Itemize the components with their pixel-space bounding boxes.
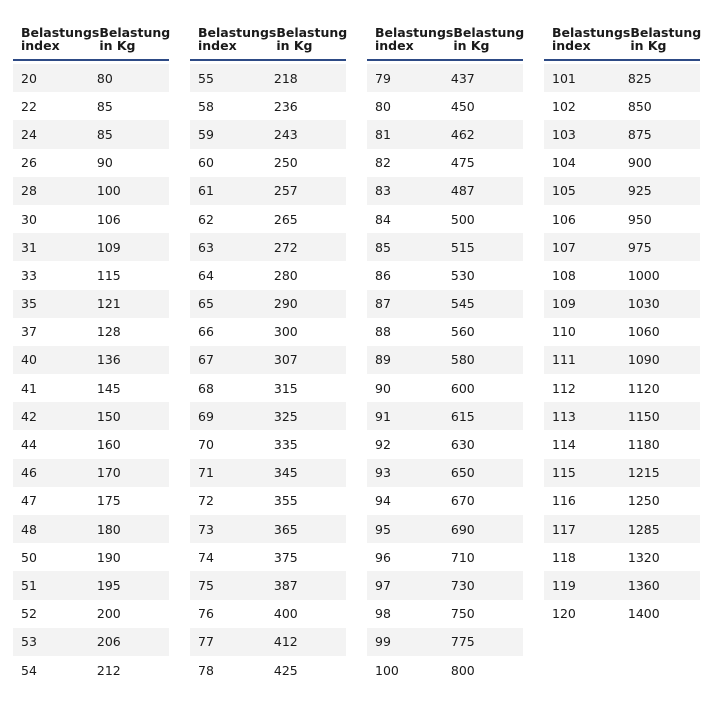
- load-index-cell: 20: [21, 70, 37, 86]
- table-row: [544, 233, 700, 261]
- load-index-cell: 109: [552, 296, 576, 312]
- load-kg-cell: 218: [273, 70, 298, 86]
- table-row: [13, 318, 169, 346]
- table-body: [544, 64, 700, 628]
- table-row: [13, 402, 169, 430]
- load-kg-cell: 1250: [627, 493, 660, 509]
- load-kg-cell: 1320: [627, 549, 660, 565]
- load-kg-cell: 85: [96, 126, 113, 142]
- load-kg-cell: 1400: [627, 606, 660, 622]
- table-row: [190, 656, 346, 684]
- load-index-cell: 79: [375, 70, 391, 86]
- load-kg-cell: 195: [96, 577, 121, 593]
- load-kg-cell: 545: [450, 296, 475, 312]
- load-kg-cell: 90: [96, 155, 113, 171]
- table-row: [13, 120, 169, 148]
- load-kg-cell: 85: [96, 98, 113, 114]
- load-index-cell: 107: [552, 239, 576, 255]
- table-row: [544, 92, 700, 120]
- load-kg-cell: 335: [273, 437, 298, 453]
- load-index-cell: 110: [552, 324, 576, 340]
- table-row: [13, 205, 169, 233]
- load-index-cell: 55: [198, 70, 214, 86]
- load-kg-cell: 710: [450, 549, 475, 565]
- load-index-cell: 85: [375, 239, 391, 255]
- load-kg-cell: 690: [450, 521, 475, 537]
- load-index-cell: 73: [198, 521, 214, 537]
- load-index-cell: 67: [198, 352, 214, 368]
- table-row: [544, 261, 700, 289]
- table-row: [544, 290, 700, 318]
- load-kg-cell: 128: [96, 324, 121, 340]
- header-load-kg: Belastung in Kg: [99, 25, 171, 53]
- load-index-cell: 37: [21, 324, 37, 340]
- table-row: [190, 600, 346, 628]
- load-index-cell: 69: [198, 408, 214, 424]
- load-kg-cell: 925: [627, 183, 652, 199]
- load-kg-cell: 355: [273, 493, 298, 509]
- load-index-cell: 82: [375, 155, 391, 171]
- load-kg-cell: 307: [273, 352, 298, 368]
- table-row: [190, 543, 346, 571]
- load-index-cell: 113: [552, 408, 576, 424]
- load-index-cell: 105: [552, 183, 576, 199]
- table-row: [190, 149, 346, 177]
- load-index-cell: 117: [552, 521, 576, 537]
- load-index-cell: 114: [552, 437, 576, 453]
- table-row: [367, 205, 523, 233]
- load-kg-cell: 530: [450, 267, 475, 283]
- table-row: [544, 600, 700, 628]
- load-index-cell: 76: [198, 606, 214, 622]
- load-kg-cell: 236: [273, 98, 298, 114]
- load-kg-cell: 206: [96, 634, 121, 650]
- load-index-cell: 48: [21, 521, 37, 537]
- table-row: [190, 92, 346, 120]
- load-kg-cell: 650: [450, 465, 475, 481]
- table-row: [13, 600, 169, 628]
- load-index-cell: 83: [375, 183, 391, 199]
- header-load-index: Belastungs index: [552, 25, 631, 53]
- load-index-cell: 119: [552, 577, 576, 593]
- load-index-cell: 70: [198, 437, 214, 453]
- table-row: [367, 233, 523, 261]
- table-row: [544, 64, 700, 92]
- table-row: [367, 318, 523, 346]
- load-index-cell: 112: [552, 380, 576, 396]
- load-kg-cell: 212: [96, 662, 121, 678]
- load-kg-cell: 730: [450, 577, 475, 593]
- load-index-table-4: [544, 22, 700, 628]
- load-kg-cell: 290: [273, 296, 298, 312]
- load-index-cell: 58: [198, 98, 214, 114]
- load-index-cell: 101: [552, 70, 576, 86]
- table-row: [190, 177, 346, 205]
- load-kg-cell: 365: [273, 521, 298, 537]
- load-index-cell: 102: [552, 98, 576, 114]
- table-body: [13, 64, 169, 684]
- load-kg-cell: 315: [273, 380, 298, 396]
- load-kg-cell: 825: [627, 70, 652, 86]
- load-index-cell: 118: [552, 549, 576, 565]
- table-row: [190, 233, 346, 261]
- load-index-cell: 52: [21, 606, 37, 622]
- table-row: [544, 374, 700, 402]
- load-index-cell: 53: [21, 634, 37, 650]
- load-kg-cell: 1150: [627, 408, 660, 424]
- load-index-cell: 74: [198, 549, 214, 565]
- load-index-cell: 87: [375, 296, 391, 312]
- table-row: [544, 177, 700, 205]
- header-load-index: Belastungs index: [375, 25, 454, 53]
- load-kg-cell: 437: [450, 70, 475, 86]
- load-index-cell: 90: [375, 380, 391, 396]
- load-index-cell: 62: [198, 211, 214, 227]
- load-index-cell: 50: [21, 549, 37, 565]
- load-index-cell: 60: [198, 155, 214, 171]
- table-row: [13, 64, 169, 92]
- load-kg-cell: 200: [96, 606, 121, 622]
- load-index-cell: 115: [552, 465, 576, 481]
- load-kg-cell: 425: [273, 662, 298, 678]
- table-row: [544, 571, 700, 599]
- table-row: [544, 459, 700, 487]
- load-index-cell: 98: [375, 606, 391, 622]
- table-row: [367, 656, 523, 684]
- load-kg-cell: 1360: [627, 577, 660, 593]
- table-header: [544, 22, 700, 61]
- table-row: [13, 571, 169, 599]
- load-kg-cell: 121: [96, 296, 121, 312]
- load-kg-cell: 800: [450, 662, 475, 678]
- load-index-cell: 103: [552, 126, 576, 142]
- load-kg-cell: 515: [450, 239, 475, 255]
- load-index-cell: 77: [198, 634, 214, 650]
- load-index-cell: 93: [375, 465, 391, 481]
- load-kg-cell: 400: [273, 606, 298, 622]
- load-kg-cell: 500: [450, 211, 475, 227]
- table-row: [367, 64, 523, 92]
- header-load-index: Belastungs index: [21, 25, 100, 53]
- load-index-cell: 41: [21, 380, 37, 396]
- table-row: [13, 459, 169, 487]
- load-index-cell: 28: [21, 183, 37, 199]
- table-row: [544, 430, 700, 458]
- table-row: [544, 149, 700, 177]
- load-kg-cell: 560: [450, 324, 475, 340]
- load-kg-cell: 109: [96, 239, 121, 255]
- table-row: [190, 459, 346, 487]
- load-kg-cell: 160: [96, 437, 121, 453]
- load-kg-cell: 975: [627, 239, 652, 255]
- table-row: [13, 656, 169, 684]
- header-load-kg: Belastung in Kg: [453, 25, 525, 53]
- load-index-cell: 111: [552, 352, 576, 368]
- load-kg-cell: 1180: [627, 437, 660, 453]
- table-row: [544, 346, 700, 374]
- load-kg-cell: 775: [450, 634, 475, 650]
- table-row: [190, 487, 346, 515]
- table-row: [190, 64, 346, 92]
- table-row: [13, 261, 169, 289]
- load-index-cell: 22: [21, 98, 37, 114]
- load-kg-cell: 243: [273, 126, 298, 142]
- load-kg-cell: 80: [96, 70, 113, 86]
- load-index-cell: 24: [21, 126, 37, 142]
- load-index-cell: 42: [21, 408, 37, 424]
- table-row: [13, 149, 169, 177]
- load-kg-cell: 180: [96, 521, 121, 537]
- load-index-cell: 84: [375, 211, 391, 227]
- load-kg-cell: 170: [96, 465, 121, 481]
- table-row: [190, 515, 346, 543]
- table-row: [190, 318, 346, 346]
- load-index-cell: 35: [21, 296, 37, 312]
- load-kg-cell: 345: [273, 465, 298, 481]
- load-index-cell: 54: [21, 662, 37, 678]
- table-row: [13, 430, 169, 458]
- load-index-cell: 26: [21, 155, 37, 171]
- load-kg-cell: 106: [96, 211, 121, 227]
- load-index-cell: 100: [375, 662, 399, 678]
- table-row: [367, 402, 523, 430]
- table-row: [367, 346, 523, 374]
- load-index-cell: 66: [198, 324, 214, 340]
- table-row: [190, 374, 346, 402]
- load-index-cell: 88: [375, 324, 391, 340]
- load-index-cell: 75: [198, 577, 214, 593]
- load-index-cell: 91: [375, 408, 391, 424]
- table-row: [367, 600, 523, 628]
- load-kg-cell: 1090: [627, 352, 660, 368]
- load-kg-cell: 257: [273, 183, 298, 199]
- load-kg-cell: 462: [450, 126, 475, 142]
- table-row: [13, 543, 169, 571]
- table-row: [367, 290, 523, 318]
- load-index-cell: 71: [198, 465, 214, 481]
- load-kg-cell: 145: [96, 380, 121, 396]
- table-header: [367, 22, 523, 61]
- load-kg-cell: 175: [96, 493, 121, 509]
- load-index-cell: 106: [552, 211, 576, 227]
- table-row: [13, 290, 169, 318]
- load-kg-cell: 450: [450, 98, 475, 114]
- table-row: [367, 543, 523, 571]
- load-kg-cell: 630: [450, 437, 475, 453]
- load-index-cell: 63: [198, 239, 214, 255]
- load-kg-cell: 875: [627, 126, 652, 142]
- load-index-cell: 89: [375, 352, 391, 368]
- table-row: [544, 515, 700, 543]
- load-kg-cell: 1000: [627, 267, 660, 283]
- table-row: [13, 515, 169, 543]
- load-index-cell: 81: [375, 126, 391, 142]
- table-row: [13, 233, 169, 261]
- load-index-cell: 120: [552, 606, 576, 622]
- table-row: [544, 402, 700, 430]
- load-kg-cell: 1215: [627, 465, 660, 481]
- table-body: [367, 64, 523, 684]
- load-index-cell: 96: [375, 549, 391, 565]
- load-kg-cell: 1120: [627, 380, 660, 396]
- table-row: [13, 628, 169, 656]
- table-row: [367, 177, 523, 205]
- load-kg-cell: 325: [273, 408, 298, 424]
- table-row: [544, 205, 700, 233]
- table-row: [367, 120, 523, 148]
- table-row: [367, 515, 523, 543]
- table-row: [367, 628, 523, 656]
- table-row: [367, 487, 523, 515]
- load-kg-cell: 1285: [627, 521, 660, 537]
- table-row: [367, 571, 523, 599]
- table-row: [190, 346, 346, 374]
- load-index-cell: 116: [552, 493, 576, 509]
- load-index-table-2: [190, 22, 346, 684]
- table-header: [13, 22, 169, 61]
- load-index-cell: 99: [375, 634, 391, 650]
- table-row: [190, 402, 346, 430]
- table-row: [13, 374, 169, 402]
- table-header: [190, 22, 346, 61]
- load-kg-cell: 150: [96, 408, 121, 424]
- load-index-cell: 59: [198, 126, 214, 142]
- load-kg-cell: 272: [273, 239, 298, 255]
- table-row: [367, 430, 523, 458]
- load-index-cell: 44: [21, 437, 37, 453]
- load-index-cell: 95: [375, 521, 391, 537]
- load-index-cell: 86: [375, 267, 391, 283]
- table-row: [190, 261, 346, 289]
- table-row: [544, 318, 700, 346]
- table-row: [13, 487, 169, 515]
- table-row: [367, 374, 523, 402]
- load-index-cell: 68: [198, 380, 214, 396]
- table-row: [13, 92, 169, 120]
- load-kg-cell: 850: [627, 98, 652, 114]
- load-index-cell: 80: [375, 98, 391, 114]
- load-kg-cell: 600: [450, 380, 475, 396]
- load-index-cell: 94: [375, 493, 391, 509]
- table-row: [190, 571, 346, 599]
- load-kg-cell: 1030: [627, 296, 660, 312]
- load-kg-cell: 615: [450, 408, 475, 424]
- load-kg-cell: 750: [450, 606, 475, 622]
- load-kg-cell: 136: [96, 352, 121, 368]
- load-kg-cell: 300: [273, 324, 298, 340]
- load-kg-cell: 412: [273, 634, 298, 650]
- table-row: [367, 92, 523, 120]
- load-index-cell: 72: [198, 493, 214, 509]
- load-index-cell: 108: [552, 267, 576, 283]
- load-index-cell: 40: [21, 352, 37, 368]
- load-kg-cell: 950: [627, 211, 652, 227]
- load-index-cell: 92: [375, 437, 391, 453]
- table-row: [13, 177, 169, 205]
- load-kg-cell: 900: [627, 155, 652, 171]
- load-index-cell: 64: [198, 267, 214, 283]
- table-row: [367, 459, 523, 487]
- table-row: [190, 120, 346, 148]
- load-index-cell: 47: [21, 493, 37, 509]
- load-kg-cell: 100: [96, 183, 121, 199]
- table-row: [13, 346, 169, 374]
- load-index-cell: 46: [21, 465, 37, 481]
- load-index-cell: 61: [198, 183, 214, 199]
- load-index-table-1: [13, 22, 169, 684]
- table-row: [544, 543, 700, 571]
- load-kg-cell: 375: [273, 549, 298, 565]
- load-kg-cell: 265: [273, 211, 298, 227]
- load-index-table-3: [367, 22, 523, 684]
- load-kg-cell: 280: [273, 267, 298, 283]
- table-row: [190, 430, 346, 458]
- load-index-cell: 31: [21, 239, 37, 255]
- load-kg-cell: 475: [450, 155, 475, 171]
- load-index-cell: 104: [552, 155, 576, 171]
- table-row: [367, 261, 523, 289]
- load-index-cell: 78: [198, 662, 214, 678]
- table-row: [190, 290, 346, 318]
- header-load-index: Belastungs index: [198, 25, 277, 53]
- header-load-kg: Belastung in Kg: [276, 25, 348, 53]
- load-kg-cell: 580: [450, 352, 475, 368]
- table-row: [544, 120, 700, 148]
- load-kg-cell: 487: [450, 183, 475, 199]
- load-index-cell: 33: [21, 267, 37, 283]
- load-kg-cell: 670: [450, 493, 475, 509]
- load-index-cell: 97: [375, 577, 391, 593]
- load-kg-cell: 115: [96, 267, 121, 283]
- load-kg-cell: 250: [273, 155, 298, 171]
- table-row: [367, 149, 523, 177]
- table-row: [190, 205, 346, 233]
- header-load-kg: Belastung in Kg: [630, 25, 702, 53]
- load-index-cell: 30: [21, 211, 37, 227]
- table-body: [190, 64, 346, 684]
- load-kg-cell: 1060: [627, 324, 660, 340]
- load-kg-cell: 190: [96, 549, 121, 565]
- load-index-cell: 65: [198, 296, 214, 312]
- table-row: [544, 487, 700, 515]
- load-index-cell: 51: [21, 577, 37, 593]
- load-kg-cell: 387: [273, 577, 298, 593]
- table-row: [190, 628, 346, 656]
